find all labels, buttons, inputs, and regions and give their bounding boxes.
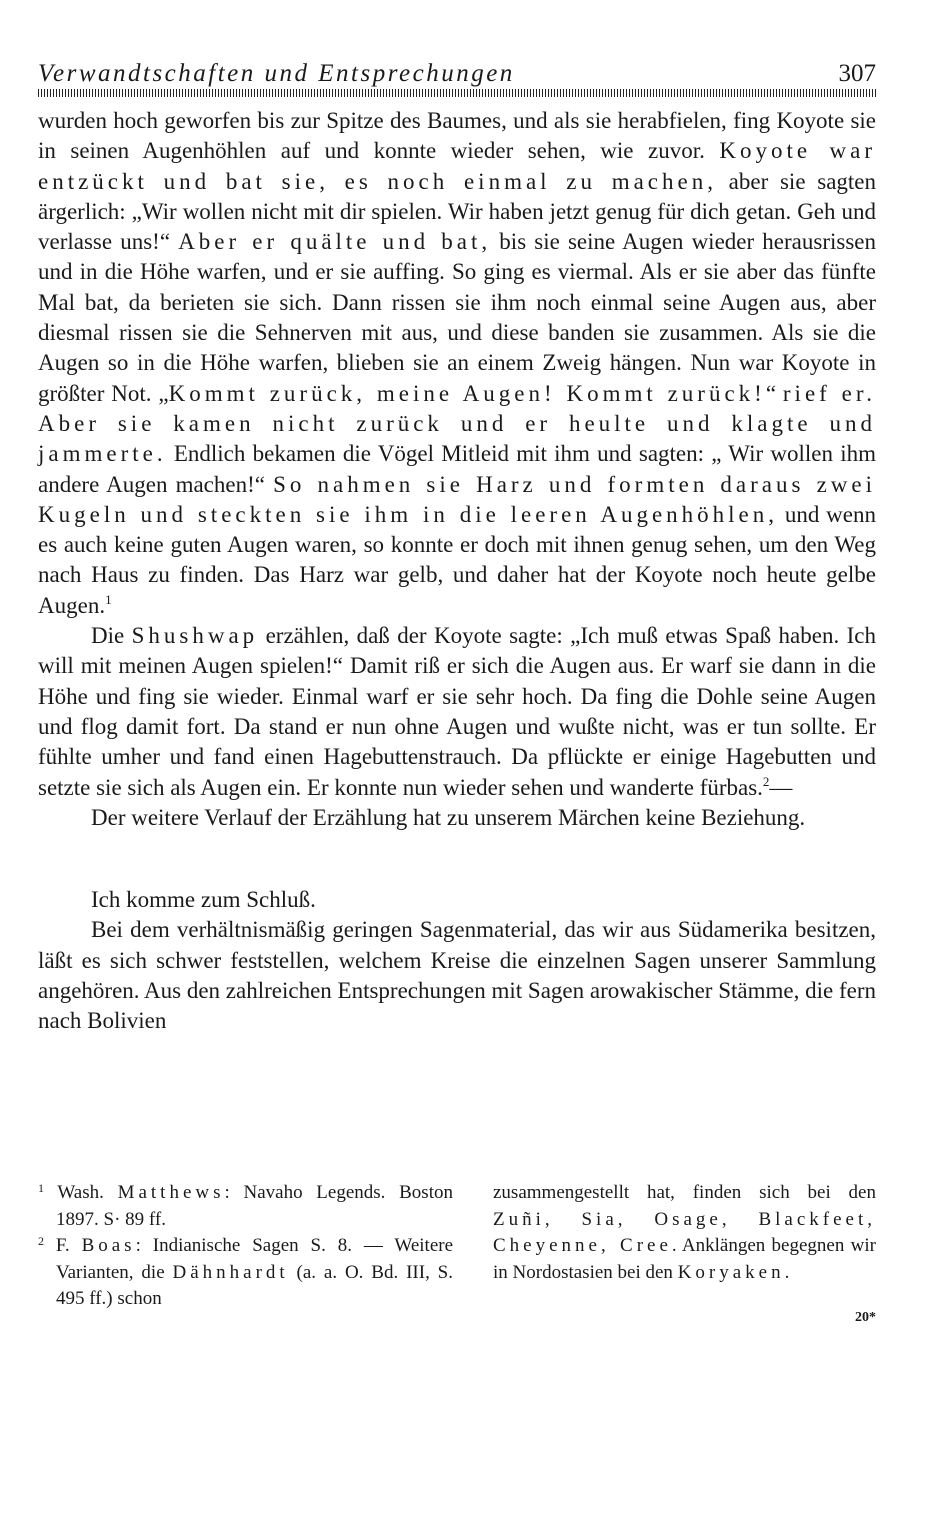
paragraph-sagenmaterial: Bei dem verhältnismäßig geringen Sagenmaterial, das wir aus Südamerika besitzen, läßt es sich schwer feststellen, welchem Kreise die einzelnen Sagen unserer Sammlung angehören. Aus den zahlreichen Entsprechungen mit Sagen arowakischer Stämme, die fern nach Bolivien: [38, 917, 876, 1034]
running-header: [38, 60, 876, 92]
paragraph-verlauf: Der weitere Verlauf der Erzählung hat zu unserem Märchen keine Beziehung.: [91, 804, 806, 830]
body-text: [38, 106, 876, 1037]
section-gap: [38, 833, 876, 885]
footnote-2: $^2$ F. Boas: Indianische Sagen S. 8. — Weitere Varianten, die Dähnhardt (a. a. O. Bd. III, S. 495 ff.) schon: [38, 1234, 454, 1309]
paragraph-koyote: wurden hoch geworfen bis zur Spitze des Baumes, und als sie herabfielen, fing Koyote sie in seinen Augenhöhlen auf und konnte wieder sehen, wie zuvor. Koyote war entzückt und bat sie, es noch einmal zu machen, aber sie sagten ärgerlich: „Wir wollen nicht mit dir spielen. Wir haben jetzt genug für dich getan. Geh und verlasse uns!“ Aber er quälte und bat, bis sie seine Augen wieder herausrissen und in die Höhe warfen, und er sie auffing. So ging es viermal. Als er sie aber das fünfte Mal bat, da berieten sie sich. Dann rissen sie ihm noch einmal seine Augen aus, aber diesmal rissen sie die Sehnerven mit aus, und diese banden sie zusammen. Als sie die Augen so in die Höhe warfen, blieben sie an einem Zweig hängen. Nun war Koyote in größter Not. „Kommt zurück, meine Augen! Kommt zurück!“ rief er. Aber sie kamen nicht zurück und er heulte und klagte und jammerte. Endlich bekamen die Vögel Mitleid mit ihm und sagten: „ Wir wollen ihm andere Augen machen!“ So nahmen sie Harz und formten daraus zwei Kugeln und steckten sie ihm in die leeren Augenhöhlen, und wenn es auch keine guten Augen waren, so konnte er doch mit ihnen genug sehen, um den Weg nach Haus zu finden. Das Harz war gelb, und daher hat der Koyote noch heute gelbe Augen.$^1$: [38, 108, 877, 618]
footnote-1: $^1$ Wash. Matthews: Navaho Legends. Boston 1897. S· 89 ff.: [38, 1181, 453, 1230]
running-title: Verwandtschaften und Entsprechungen: [38, 60, 515, 87]
footnote-ref-2[interactable]: 2: [762, 773, 770, 789]
header-rule: [38, 89, 876, 97]
page-number: 307: [838, 60, 876, 87]
paragraph-schluss: Ich komme zum Schluß.: [91, 887, 316, 913]
footnotes-left-column: [38, 1180, 453, 1313]
footnote-ref-1[interactable]: 1: [105, 591, 112, 607]
paragraph-shushwap: Die Shushwap erzählen, daß der Koyote sagte: „Ich muß etwas Spaß haben. Ich will mit meinen Augen spielen!“ Damit riß er sich die Augen aus. Er warf sie dann in die Höhe und fing sie wieder. Einmal warf er sie sehr hoch. Da fing die Dohle seine Augen und flog damit fort. Da stand er nun ohne Augen und wußte nicht, was er tun sollte. Er fühlte umher und fand einen Hagebuttenstrauch. Da pflückte er einige Hagebutten und setzte sie sich als Augen ein. Er konnte nun wieder sehen und wanderte fürbas.$^2$—: [38, 623, 876, 800]
footnote-2-continued: zusammengestellt hat, finden sich bei den Zuñi, Sia, Osage, Blackfeet, Cheyenne, Cree. Anklängen begegnen wir in Nordostasien bei den Koryaken.: [493, 1182, 876, 1283]
sheet-signature: 20*: [855, 1310, 876, 1325]
footnotes-right-column: [493, 1180, 876, 1286]
